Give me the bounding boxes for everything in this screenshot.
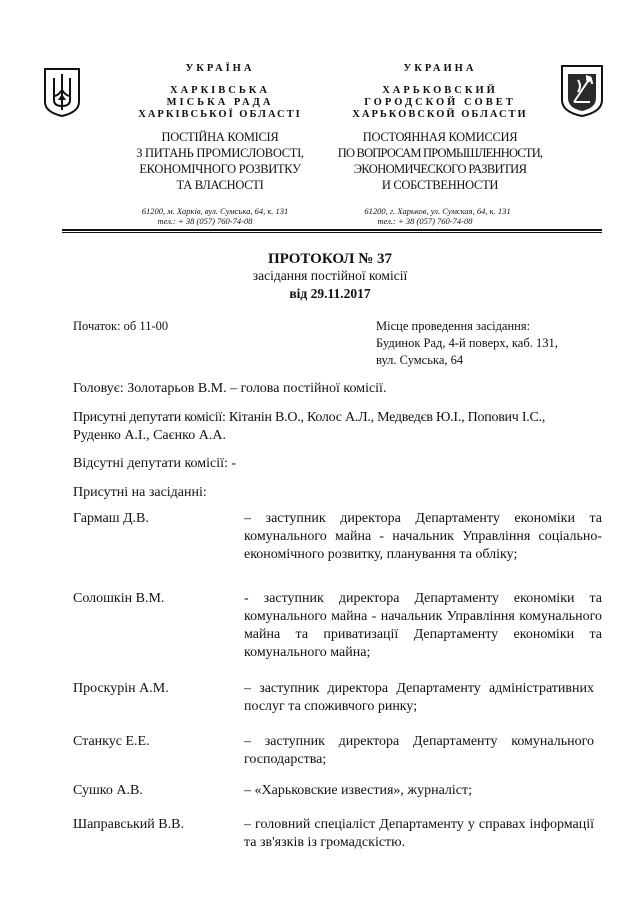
attendee-name: Солошкін В.М. <box>73 591 165 606</box>
header-country-ru: УКРАИНА <box>403 63 477 74</box>
header-address-ua: 61200, м. Харків, вул. Сумська, 64, к. 131 <box>141 206 289 216</box>
header-rule-thin <box>62 232 602 233</box>
meeting-place-street: вул. Сумська, 64 <box>376 353 464 367</box>
attendees-heading: Присутні на засіданні: <box>73 485 207 500</box>
protocol-date: від 29.11.2017 <box>289 286 371 301</box>
header-country-ua: УКРАЇНА <box>185 63 255 74</box>
header-commission-ua-2: З ПИТАНЬ ПРОМИСЛОВОСТІ, <box>136 146 304 160</box>
meeting-place-building: Будинок Рад, 4-й поверх, каб. 131, <box>376 336 558 350</box>
header-phone-ru: тел.: + 38 (057) 760-74-08 <box>377 216 473 226</box>
present-deputies-line1: Присутні депутати комісії: Кітанін В.О., Колос А.Л., Медведєв Ю.І., Попович І.С., <box>73 410 546 425</box>
header-council-ru-1: ХАРЬКОВСКИЙ <box>382 85 498 96</box>
header-commission-ua-3: ЕКОНОМІЧНОГО РОЗВИТКУ <box>139 162 301 176</box>
attendee-role: - заступник директора Департаменту економіки та комунального майна - начальник Управління комунального майна та приватизації Департаменту економіки та комунального майна; <box>244 591 602 660</box>
header-council-ua-1: ХАРКІВСЬКА <box>169 85 270 96</box>
header-council-ua-3: ХАРКІВСЬКОЇ ОБЛАСТІ <box>138 109 302 120</box>
header-commission-ru-2: ПО ВОПРОСАМ ПРОМЫШЛЕННОСТИ, <box>337 146 543 160</box>
attendee-role: – заступник директора Департаменту економіки та комунального майна - начальник Управління соціально-економічного розвитку, планування та обліку; <box>244 511 602 562</box>
protocol-title: ПРОТОКОЛ № 37 <box>267 251 393 267</box>
header-council-ru-2: ГОРОДСКОЙ СОВЕТ <box>364 97 516 108</box>
attendee-name: Гармаш Д.В. <box>73 511 149 526</box>
meeting-place-label: Місце проведення засідання: <box>376 319 531 333</box>
meeting-start-time: Початок: об 11-00 <box>73 319 169 333</box>
header-address-ru: 61200, г. Харьков, ул. Сумская, 64, к. 131 <box>364 206 511 216</box>
header-commission-ua-4: ТА ВЛАСНОСТІ <box>176 178 264 192</box>
header-council-ua-2: МІСЬКА РАДА <box>166 97 274 108</box>
header-commission-ru-4: И СОБСТВЕННОСТИ <box>381 178 499 192</box>
attendee-role: – заступник директора Департаменту комунального господарства; <box>244 734 594 767</box>
present-deputies-line2: Руденко А.І., Саєнко А.А. <box>73 428 226 443</box>
attendee-name: Проскурін А.М. <box>73 681 169 696</box>
header-council-ru-3: ХАРЬКОВСКОЙ ОБЛАСТИ <box>352 109 528 120</box>
ukraine-trident-emblem <box>42 66 82 118</box>
chair-line: Головує: Золотарьов В.М. – голова постійної комісії. <box>73 381 387 396</box>
header-commission-ru-1: ПОСТОЯННАЯ КОМИССИЯ <box>362 130 518 144</box>
attendee-name: Шаправський В.В. <box>73 817 184 832</box>
attendee-role: – головний спеціаліст Департаменту у справах інформації та зв'язків із громадскістю. <box>244 817 594 850</box>
attendee-role: – «Харьковские известия», журналіст; <box>244 783 473 798</box>
attendee-name: Сушко А.В. <box>73 783 143 798</box>
attendee-role: – заступник директора Департаменту адміністративних послуг та споживчого ринку; <box>244 681 594 714</box>
attendee-name: Станкус Е.Е. <box>73 734 150 749</box>
header-commission-ru-3: ЭКОНОМИЧЕСКОГО РАЗВИТИЯ <box>353 162 527 176</box>
protocol-subtitle: засідання постійної комісії <box>252 268 408 283</box>
header-rule-thick <box>62 229 602 231</box>
header-commission-ua-1: ПОСТІЙНА КОМІСІЯ <box>161 130 279 144</box>
header-phone-ua: тел.: + 38 (057) 760-74-08 <box>157 216 253 226</box>
kharkiv-coat-of-arms <box>560 64 604 118</box>
absent-deputies: Відсутні депутати комісії: - <box>73 456 237 471</box>
